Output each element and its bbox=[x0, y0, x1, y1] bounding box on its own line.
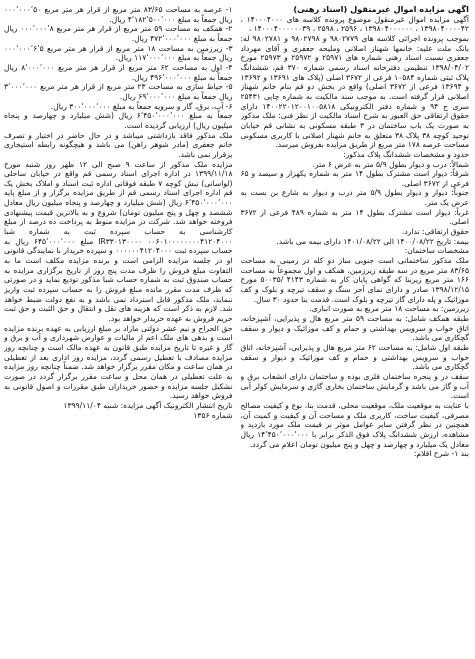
boundary-east: شرقاً: دیوار است مشترک بطول ۱۴ متر به شماره یکهزار و سیصد و ۶۵ فرعی از ۳۶۷۲ اصلی. bbox=[240, 169, 469, 188]
basement-description: زیرزمین: به مساحت ۱۸ متر مربع به صورت انباری. bbox=[309, 304, 469, 314]
building-description: ملک مذکور ساختمانی است جنوبی ساز دو کله در زمینی به مساحت ۸۳/۶۵ متر مربع در سه طبقه زیرزمین، همکف و اول مجموعاً به مساحت ۱۶۶ متر مربع زیربنا که گواهی پایان کار به شماره ۴۱۴۳ /۵۰۰۳۵ مورخ ۱۳۹۸/۱۲/۱۵ صادر و دارای نمای آجر سنگ و سقف تیرچه و بلوک و کف موزائیک و پله دارای گاز تیرچه و بلوک است. قدمت بنا حدود ۳۰ سال. bbox=[240, 256, 469, 304]
notice-case-details: بموجب پرونده اجرائی کلاسه های ۹۸۰۲۷۷۹ و ۹۸۰۲۷۹۸ و ۹۸۰۲۷۸۱ له: بانک ملت علیه: خانمها شهناز اصلانی ومليحه جعفری و آقای مهرداد جعفری نسبت اسناد رهنی شماره های ۲۵۹۷۱ و ۲۵۹۷۲ و ۲۵۹۷۳ مورخ ۱۳۹۸/۰۴/۰۲ تنظیمی دفترخانه اسناد رسمی شماره ۳۷۰ قم، ششدانگ پلاک ثبتی شماره ۱۰۵۸۴ فرعی از ۳۶۷۲ اصلی (پلاک های ۱۳۶۹۱ و ۱۳۶۹۲ و ۱۳۶۹۴ فرعی از ۳۶۷۲ اصلی) واقع در بخش دو قم بنام خانم شهناز اصلانی قرار گرفته است. به موجب سند مالکیت به شماره چاپی ۲۵۴۳۱ سری ج ۹۴ و شماره دفتر الکترونیکی ۱۴۰۰۲۲۰۱۲۰۰۱۰۰۵۸۱۸ دارای حقوق ارتفاقی حق العبور به شرح اسناد مالکیت از نظر فنی: ملک مذکور به صورت یک باب ساختمان در ۳ طبقه مسکونی به نشانی قم خیابان توحید کوچه ۳۸ پلاک ۳۸ متعلق به خانم شهناز اصلانی با کاربری مسکونی مساحت عرصه ۱۷۸ متر مربع از طریق مزایده بفروش میرسد. bbox=[240, 33, 469, 150]
boundary-south: جنوباً: دیوار و دیوار بطول ۵/۹ متر درب و دیوار به شارع بن بست به عرض یک متر. bbox=[240, 188, 469, 208]
first-floor-description: طبقه اول شامل: به مساحت ۶۲ متر مربع هال و پذیرایی، آشپزخانه، اتاق خواب و سرویس بهداشتی و حمام و کف موزائیک و دیوار و سقف گچکاری می باشد. bbox=[240, 342, 469, 372]
left-column bbox=[4, 5, 233, 656]
right-column bbox=[241, 5, 470, 656]
item-first-floor: ۴- اول به مساحت ۶۲ متر مربع از قرار هر متر مربع ۸٬۰۰۰٬۰۰۰ ریال جمعاً به مبلغ ۴۹۶٬۰۰۰٬۰۰۰ ریال. bbox=[4, 62, 233, 82]
item-yard: ۵- حیاط سازی به مساحت ۲۳ متر مربع از قرار هر متر مربع ۳٬۰۰۰٬۰۰۰ ریال جمعاً به مبلغ ۶۹٬۰۰۰٬۰۰۰ ریال. bbox=[4, 82, 233, 101]
utilities-description: سقف در و پنجره ساختمان فلزی بوده و ساختمان دارای انشعاب برق و آب و گاز می باشد و گرمایش ساختمان بخاری گازی و سرمایش کولر آبی است. bbox=[240, 371, 469, 401]
notice-title: آگهی مزایده اموال غیرمنقول (اسناد رهنی) bbox=[293, 5, 469, 14]
building-specs-heading: مشخصات ساختمان: bbox=[404, 246, 469, 256]
item-utilities: ۶- آب، برق، گاز و سرویه جمعاً به مبلغ ۳۰۰٬۰۰۰٬۰۰۰ ریال. bbox=[50, 101, 233, 111]
boundaries-heading: حدود و مشخصات ششدانگ پلاک مذکور: bbox=[343, 149, 469, 159]
item-land: ۱- عرصه به مساحت ۸۳/۶۵ متر مربع از قرار هر متر مربع ۰۰۰٬۰۰۰٬۵۰ ریال جمعاً به مبلغ ۴٬۱۸۲٬۵۰۰٬۰۰۰ ریال. bbox=[4, 5, 233, 24]
valuation-total: جمعاً به مبلغ ۶٬۴۵۰٬۰۰۰٬۰۰۰ ریال (شش میلیارد و چهارصد و پنجاه میلیون ریال) ارزیابی گردیده است. bbox=[4, 111, 233, 130]
insurance-info: بیمه: تاریخ ۱۴۰۰/۰۸/۲۲ الی ۱۴۰۱/۰۸/۲۲ دارای بیمه می باشد. bbox=[276, 236, 469, 246]
occupancy-status: ملک مذکور فاقد بازداشتی میباشد و در حال حاضر در اختیار و تصرف خانم جعفری (مادر شوهر راهن) می باشد و هیچگونه رابطه استیجاری برقرار نمی باشد. bbox=[4, 130, 233, 159]
easement-rights: حقوق ارتفاقی: ندارد. bbox=[402, 227, 469, 237]
valuation-summary: با عنایت به موقعیت ملک، موقعیت محلی، قدمت بنا، نوع و کیفیت مصالح مصرفی، کیفیت ساخت، کاربری ملک و مساحت آن و کیفیت و کمیت آن، همچنین در نظر گرفتن سایر عوامل موثر بر قیمت ملک مورد بازدید و مشاهده، ارزش ششدانگ پلاک فوق الذکر برابر با ۱۴٬۴۵۰٬۰۰۰٬۰۰۰ ریال معادل یک میلیارد و چهارصد و چهل و پنج میلیون تومان اعلام می گردد. bbox=[240, 400, 469, 449]
ground-floor-description: طبقه همکف شامل: به مساحت ۵۹ متر مربع هال و پذیرایی، آشپزخانه، اتاق خواب و سرویس بهداشتی و حمام و کف موزائیک و دیوار و سقف گچکاری می باشد. bbox=[240, 314, 469, 343]
boundary-north: شمالاً: درب و دیوار بطول ۵/۹ متر به عرض ۶ متر. bbox=[312, 159, 469, 169]
publication-date: تاریخ انتشار الکترونیک آگهی مزایده: شنبه ۱۳۹۹/۱۱/۰۴ bbox=[63, 400, 233, 410]
fees-and-conditions: حق الحراج و نیم عشر دولتی مازاد بر مبلغ ارزیابی به عهده برنده مزایده است و بدهی های ملک اعم از مالیات و عوارض شهرداری و آب و برق و گاز و غیره تا تاریخ مزایده طبق قانون به عهده مالک است و چنانچه روز مزایده مصادف با تعطیل رسمی گردد، مزایده روز اداری بعد از تعطیلی در همان ساعت و مکان مقرر برگزار خواهد شد. ضمناً چنانچه روز مزایده به علت تعطیلی در همان محل و ساعت مقرر برگزار گردد در صورت تشکیل جلسه مزایده و حضور خریداران طبق مقررات و اصول قانونی به فروش خواهد رسید. bbox=[4, 323, 233, 401]
boundary-west: غرباً: دیوار است مشترک بطول ۱۴ متر به شماره ۴۸۹ فرعی از ۳۶۷۲ اصلی. bbox=[240, 207, 469, 227]
auction-terms: مزایده ملک مذکور از ساعت ۹ صبح الی ۱۲ ظهر روز شنبه مورخ ۱۳۹۹/۱۱/۱۸ در اداره اجرای اسناد رسمی قم واقع در خیابان ساحلی (لواسانی) نبش کوچه ۷ طبقه فوقانی اداره ثبت اسناد و املاک بخش یک قم اداره اجرای اسناد رسمی قم از طریق مزایده برگزار و از مبلغ پایه ۶٬۴۵۰٬۰۰۰٬۰۰۰ ریال (شش میلیارد و چهارصد و پنجاه میلیون ریال معادل ششصد و چهل و پنج میلیون تومان) شروع و به بالاترین قیمت پیشنهادی فروخته خواهد شد. شرکت در مزایده منوط به پرداخت ده درصد از مبلغ کارشناسی به حساب سپرده ثبت به شماره شبا ۰۰۶۰۱۰۰۰۰۰۰۰۰۴۱۲۰۴۰۰۰ IR۳۳۰۱۳۰۰۰۰ مبلغ ۶۴۵٬۰۰۰٬۰۰۰ ریال به حساب سپرده ثبت ۰۰۰۰۰۰۴۱۲۰۴۰۰۰ و سپرده خریدار با نمایندگی قانونی او در جلسه مزایده الزامی است و برنده مزایده مکلف است ما به التفاوت مبلغ فروش را ظرف مدت پنج روز از تاریخ برگزاری مزایده به حساب صندوق ثبت به شماره حساب شبا مذکور تودیع نماید و در صورتی که ظرف مدت مقرر مانده مبلغ فروش را به حساب سپرده ثبت واریز ننماید، ملک مذکور قابل استرداد نمی باشد و به نفع دولت ضبط خواهد شد. لازم به ذکر است که هزینه های نقل و انتقال و حق الثبت و حق ثبت حریم فروش به عهده خریدار خواهد بود. bbox=[4, 159, 233, 323]
items-heading: بند ۱- شرح اقلام: bbox=[413, 449, 469, 459]
item-basement: ۳- زیرزمین به مساحت ۱۸ متر مربع از قرار هر متر مربع ۰۰۰٬۰۰۰٬۶٬۵ ریال جمعاً به مبلغ ۱۱۷٬۰۰۰٬۰۰۰ ریال. bbox=[4, 43, 233, 63]
notice-intro: آگهی مزایده اموال غیرمنقول موضوع پرونده کلاسه های ۱۴۰۰۰۴۰۰۰ ، ۱۳۹۸۰۴۰۰۰۰۴۲ ، ۱۳۹۸۰۴۰۰۰۰۰۰ ، ۲۵۹۶ ، ۲۵۹۸ ، ۱۴۰۰۰۴۰۰۰۰۰۰۳۹ ، bbox=[240, 14, 469, 34]
notice-number: شماره ۱۳۵۶ bbox=[193, 410, 233, 420]
item-ground-floor: ۲- همکف به مساحت ۵۹ متر مربع از قرار هر متر مربع ۰۰۰٬۰۰۰٬۸ ریال جمعاً به مبلغ ۴۷۲٬۰۰۰٬۰۰۰ ریال. bbox=[4, 24, 233, 43]
